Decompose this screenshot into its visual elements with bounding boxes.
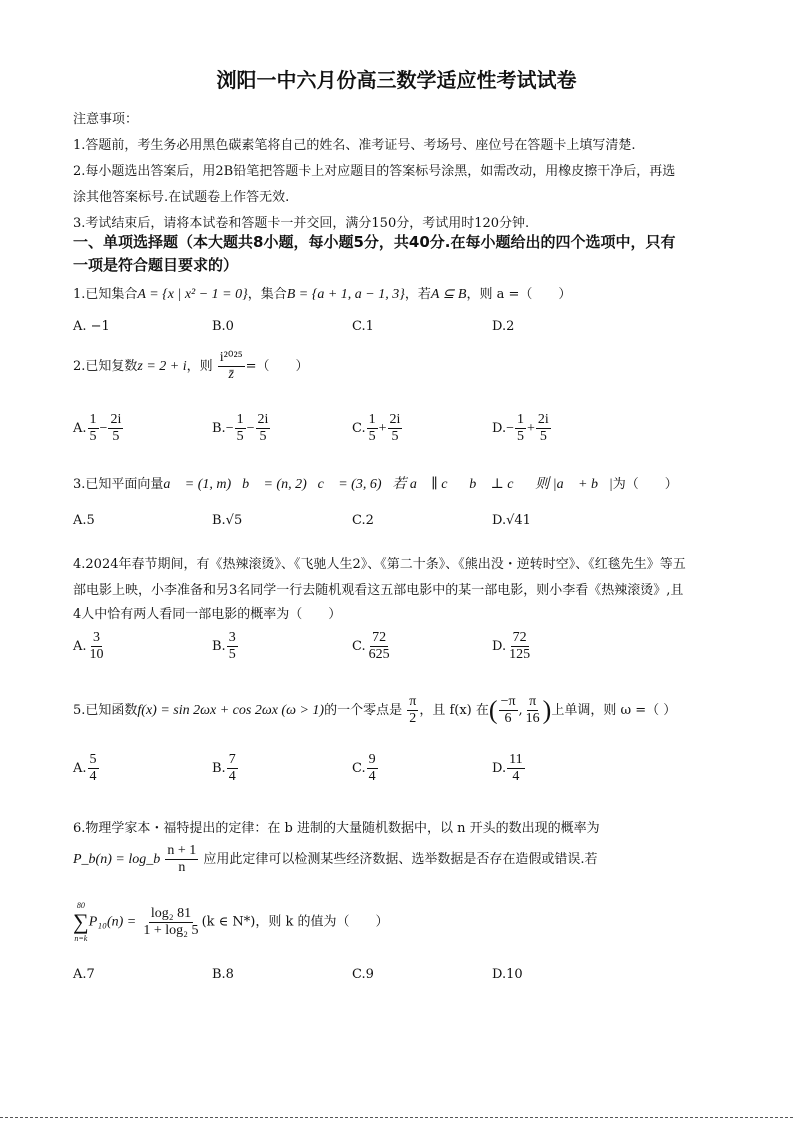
numerator: π bbox=[409, 694, 417, 709]
text: ，则 a =（ ） bbox=[466, 287, 572, 302]
denominator: z̄ bbox=[228, 367, 234, 382]
option-label: C. bbox=[352, 761, 366, 776]
option-b[interactable] bbox=[212, 752, 239, 785]
text: 的一个零点是 bbox=[324, 703, 403, 718]
option-b[interactable] bbox=[212, 630, 239, 663]
math-function: f(x) = sin 2ωx + cos 2ωx (ω > 1) bbox=[137, 703, 325, 718]
numerator: 2i bbox=[389, 412, 401, 427]
text: 1.已知集合 bbox=[73, 287, 138, 302]
text: (k ∈ N*)，则 k 的值为（ ） bbox=[201, 914, 389, 930]
sign: − bbox=[225, 421, 234, 436]
option-a[interactable] bbox=[73, 412, 124, 445]
option-b[interactable]: B.0 bbox=[212, 319, 234, 334]
option-a[interactable]: A.7 bbox=[73, 967, 95, 982]
notice-item: 1.答题前，考生务必用黑色碳素笔将自己的姓名、准考证号、考场号、座位号在答题卡上填写清楚. bbox=[73, 138, 636, 153]
sign: + bbox=[527, 421, 535, 436]
fraction bbox=[367, 752, 378, 785]
option-c[interactable] bbox=[352, 752, 379, 785]
notice-item: 2.每小题选出答案后，用2B铅笔把答题卡上对应题目的答案标号涂黑，如需改动，用橡皮擦干净后，再选 bbox=[73, 164, 676, 179]
denominator: 5 bbox=[112, 429, 120, 444]
fraction bbox=[499, 694, 518, 727]
sum-lower: n=k bbox=[74, 934, 88, 943]
option-c[interactable]: C.2 bbox=[352, 513, 374, 528]
denominator: 16 bbox=[525, 711, 540, 726]
sigma-icon: ∑ bbox=[73, 909, 89, 934]
numerator: 3 bbox=[228, 630, 236, 645]
numerator: 2i bbox=[257, 412, 269, 427]
option-c[interactable]: C.9 bbox=[352, 967, 374, 982]
denominator: 5 bbox=[236, 429, 244, 444]
denominator: 625 bbox=[368, 647, 390, 662]
numerator: 2i bbox=[537, 412, 549, 427]
text: 为（ ） bbox=[612, 477, 678, 492]
fraction bbox=[367, 630, 392, 663]
option-b[interactable]: B.√5 bbox=[212, 513, 243, 528]
denominator: 5 bbox=[517, 429, 524, 444]
denominator: 6 bbox=[504, 711, 512, 726]
fraction bbox=[108, 412, 123, 445]
text: 2.已知复数 bbox=[73, 359, 138, 374]
notice-heading: 注意事项： bbox=[73, 112, 139, 127]
text: =（ ） bbox=[245, 359, 309, 374]
summation bbox=[73, 900, 89, 944]
question-4-stem: 部电影上映，小李准备和另3名同学一行去随机观看这五部电影中的某一部电影，则小李看《热辣滚烫》,且 bbox=[73, 583, 684, 598]
numerator: −π bbox=[500, 694, 516, 709]
sign: + bbox=[378, 421, 387, 436]
numerator: 3 bbox=[93, 630, 101, 645]
option-label: B. bbox=[212, 761, 226, 776]
fraction bbox=[388, 412, 403, 445]
text: ，集合 bbox=[247, 287, 287, 302]
denominator: 5 bbox=[89, 429, 97, 444]
numerator: 72 bbox=[372, 630, 387, 645]
option-label: A. bbox=[73, 639, 87, 654]
numerator: i²⁰²⁵ bbox=[219, 350, 243, 365]
numerator: 5 bbox=[89, 752, 97, 767]
fraction bbox=[227, 752, 238, 785]
fraction bbox=[367, 412, 378, 445]
denominator: 5 bbox=[368, 429, 376, 444]
numerator: 9 bbox=[368, 752, 376, 767]
denominator: 4 bbox=[89, 769, 97, 784]
numerator: 72 bbox=[512, 630, 527, 645]
option-c[interactable] bbox=[352, 630, 393, 663]
question-6-stem: 6.物理学家本・福特提出的定律：在 b 进制的大量随机数据中，以 n 开头的数出现的概率为 bbox=[73, 821, 600, 836]
section-heading: 一项是符合题目要求的） bbox=[73, 256, 239, 274]
text: ，则 bbox=[186, 359, 213, 374]
numerator: 7 bbox=[228, 752, 236, 767]
question-6-formula bbox=[73, 843, 598, 876]
text: ，且 f(x) 在 bbox=[419, 703, 489, 718]
page-title: 浏阳一中六月份高三数学适应性考试试卷 bbox=[216, 68, 577, 92]
numerator: 1 bbox=[236, 412, 244, 427]
option-d[interactable]: D.10 bbox=[492, 967, 523, 982]
option-a[interactable] bbox=[73, 752, 100, 785]
text: 应用此定律可以检测某些经济数据、选举数据是否存在造假或错误.若 bbox=[203, 852, 598, 867]
denominator: 4 bbox=[228, 769, 236, 784]
sum-upper: 80 bbox=[76, 901, 85, 910]
option-c[interactable] bbox=[352, 412, 403, 445]
fraction bbox=[88, 630, 106, 663]
option-d[interactable] bbox=[492, 752, 526, 785]
text: 5.已知函数 bbox=[73, 703, 138, 718]
numerator: 1 bbox=[89, 412, 97, 427]
question-4-stem: 4.2024年春节期间，有《热辣滚烫》、《飞驰人生2》、《第二十条》、《熊出没・逆转时空》、《红毯先生》等五 bbox=[73, 557, 686, 572]
question-6-condition bbox=[73, 900, 389, 944]
option-b[interactable] bbox=[212, 412, 271, 445]
option-label: B. bbox=[212, 639, 226, 654]
option-d[interactable] bbox=[492, 630, 533, 663]
fraction bbox=[165, 843, 198, 876]
denominator: n bbox=[178, 860, 186, 875]
sign: − bbox=[246, 421, 255, 436]
option-a[interactable]: A.5 bbox=[73, 513, 95, 528]
option-b[interactable]: B.8 bbox=[212, 967, 234, 982]
numerator: π bbox=[529, 694, 537, 709]
denominator: 1 + log₂ 5 bbox=[143, 922, 199, 938]
question-2-stem bbox=[73, 350, 308, 383]
numerator: 2i bbox=[110, 412, 122, 427]
fraction bbox=[507, 752, 524, 785]
option-c[interactable]: C.1 bbox=[352, 319, 374, 334]
fraction bbox=[524, 694, 542, 727]
option-label: A. bbox=[73, 421, 87, 436]
fraction bbox=[515, 412, 526, 445]
denominator: 5 bbox=[259, 429, 267, 444]
denominator: 10 bbox=[89, 647, 104, 662]
fraction bbox=[227, 630, 238, 663]
question-4-stem: 4人中恰有两人看同一部电影的概率为（ ） bbox=[73, 607, 342, 622]
denominator: 5 bbox=[391, 429, 399, 444]
question-3-stem bbox=[73, 473, 678, 493]
option-label: B. bbox=[212, 421, 226, 436]
option-label: C. bbox=[352, 639, 366, 654]
notice-item: 涂其他答案标号.在试题卷上作答无效. bbox=[73, 190, 290, 205]
option-label: D. bbox=[492, 421, 507, 436]
denominator: 2 bbox=[409, 711, 417, 726]
fraction bbox=[218, 350, 245, 383]
numerator: n + 1 bbox=[167, 843, 197, 858]
notice-item: 3.考试结束后，请将本试卷和答题卡一并交回，满分150分，考试用时120分钟. bbox=[73, 216, 530, 231]
option-d[interactable]: D.√41 bbox=[492, 513, 531, 528]
denominator: 5 bbox=[539, 429, 547, 444]
option-label: A. bbox=[73, 761, 87, 776]
question-5-stem: 5.已知函数f(x) = sin 2ωx + cos 2ωx (ω > 1)的一个零点是 $\frac{\pi}{2}$ ，且 f(x) 在( $\frac{-\pi}{6}$ , $\frac{\pi}{16}$ )上单调，则 ω =（ ） bbox=[73, 694, 677, 726]
sign: − bbox=[99, 421, 108, 436]
option-label: C. bbox=[352, 421, 366, 436]
math-benford: P_b(n) = log_b bbox=[73, 852, 161, 867]
option-d[interactable] bbox=[492, 412, 552, 445]
question-1-stem bbox=[73, 283, 571, 303]
denominator: 5 bbox=[228, 647, 236, 662]
math-vectors: a⃗ = (1, m)，b⃗ = (n, 2)，c⃗ = (3, 6)，若 a⃗ ∥ c⃗，b⃗ ⊥ c⃗，则 |a⃗ + b⃗| bbox=[163, 477, 613, 492]
fraction bbox=[507, 630, 532, 663]
math-set-a: A = {x | x² − 1 = 0} bbox=[137, 287, 248, 302]
text: ，若 bbox=[404, 287, 431, 302]
page-divider bbox=[0, 1117, 793, 1118]
option-label: D. bbox=[492, 761, 507, 776]
denominator: 4 bbox=[512, 769, 520, 784]
fraction bbox=[256, 412, 271, 445]
fraction bbox=[536, 412, 551, 445]
option-a[interactable] bbox=[73, 630, 107, 663]
option-label: D. bbox=[492, 639, 507, 654]
fraction bbox=[235, 412, 246, 445]
numerator: 1 bbox=[517, 412, 524, 427]
section-heading: 一、单项选择题（本大题共8小题，每小题5分，共40分.在每小题给出的四个选项中，只有 bbox=[73, 233, 676, 251]
math-set-b: B = {a + 1, a − 1, 3} bbox=[286, 287, 405, 302]
sign: − bbox=[506, 421, 514, 436]
option-d[interactable]: D.2 bbox=[492, 319, 515, 334]
fraction bbox=[141, 906, 200, 939]
numerator: log₂ 81 bbox=[150, 905, 192, 921]
fraction bbox=[88, 752, 99, 785]
numerator: 1 bbox=[368, 412, 376, 427]
denominator: 125 bbox=[509, 647, 531, 662]
text: 3.已知平面向量 bbox=[73, 477, 164, 492]
numerator: 11 bbox=[509, 752, 523, 767]
math-z: z = 2 + i bbox=[137, 359, 187, 374]
math-sum-body: P₁₀(n) = bbox=[88, 914, 137, 930]
fraction bbox=[88, 412, 99, 445]
denominator: 4 bbox=[368, 769, 376, 784]
fraction bbox=[407, 694, 418, 727]
option-a[interactable]: A. −1 bbox=[73, 319, 110, 334]
math-subset: A ⊆ B bbox=[430, 287, 467, 302]
text: 上单调，则 ω =（ ） bbox=[551, 703, 677, 718]
